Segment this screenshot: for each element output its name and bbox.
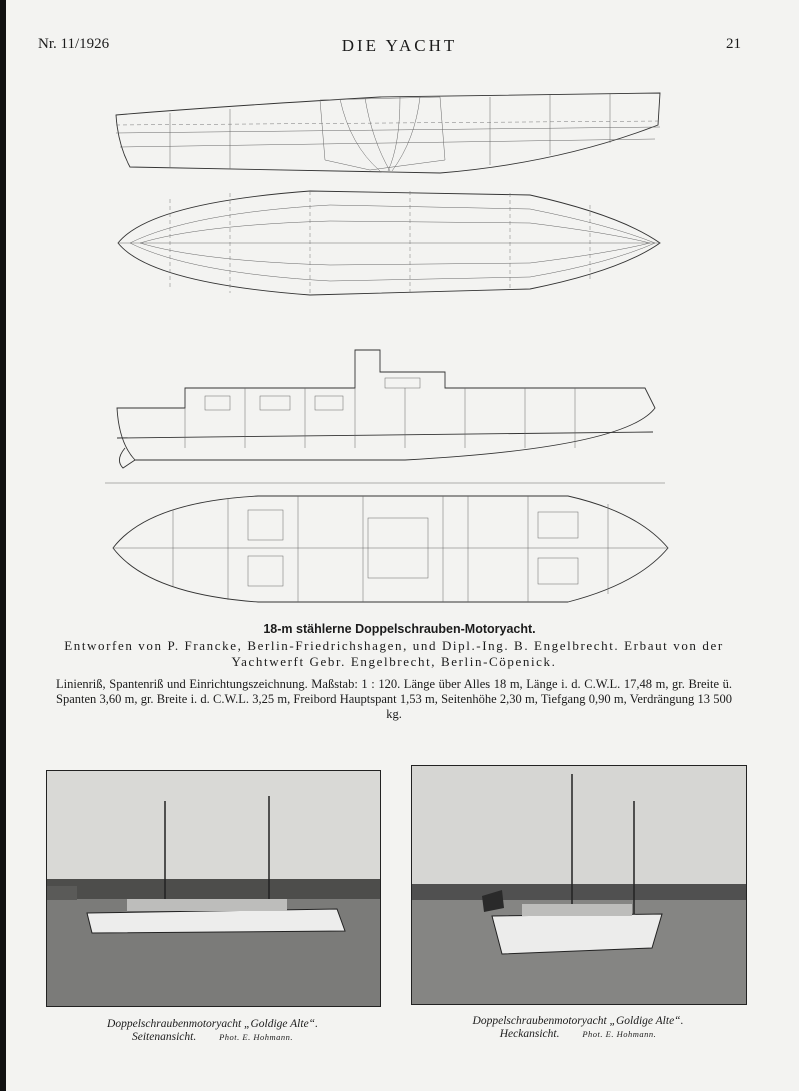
photo-side-view	[46, 770, 381, 1007]
plans-credits: Entworfen von P. Francke, Berlin-Friedrichshagen, und Dipl.-Ing. B. Engelbrecht. Erbaut von der Yachtwerft Gebr. Engelbrecht, Berlin-Cöpenick.	[64, 638, 724, 669]
accommodation-deck-plan	[108, 490, 673, 610]
accommodation-profile	[105, 348, 665, 478]
photo-stern-caption-title: Doppelschraubenmotoryacht „Goldige Alte“.	[472, 1015, 684, 1027]
photo-stern-credit: Phot. E. Hohmann.	[582, 1029, 657, 1039]
page-edge	[0, 0, 6, 1091]
page-header	[0, 36, 799, 60]
page-number: 21	[726, 36, 741, 52]
lines-plan-profile	[110, 85, 670, 180]
motor-yacht-side-image	[47, 771, 380, 1006]
photo-side-caption	[46, 1018, 379, 1044]
photo-stern-caption	[411, 1015, 745, 1041]
plans-specifications: Linienriß, Spantenriß und Einrichtungszeichnung. Maßstab: 1 : 120. Länge über Alles 18 m, Länge i. d. C.W.L. 17,48 m, gr. Breite ü. Spanten 3,60 m, gr. Breite i. d. C.W.L. 3,25 m, Freibord Hauptspant 1,53 m, Seitenhöhe 2,30 m, Tiefgang 0,90 m, Verdrängung 13 500 kg.	[56, 677, 732, 721]
photo-stern-caption-view: Heckansicht.	[499, 1028, 560, 1040]
journal-title: DIE YACHT	[341, 36, 458, 55]
issue-number: Nr. 11/1926	[38, 36, 110, 52]
motor-yacht-stern-image	[412, 766, 746, 1004]
photo-stern-view	[411, 765, 747, 1005]
plans-title: 18-m stählerne Doppelschrauben-Motoryacht.	[263, 622, 536, 636]
photo-side-caption-title: Doppelschraubenmotoryacht „Goldige Alte“.	[107, 1018, 318, 1030]
lines-plan-half-breadth	[110, 185, 670, 305]
photo-side-caption-view: Seitenansicht.	[132, 1031, 197, 1043]
photo-side-credit: Phot. E. Hohmann.	[219, 1032, 293, 1042]
